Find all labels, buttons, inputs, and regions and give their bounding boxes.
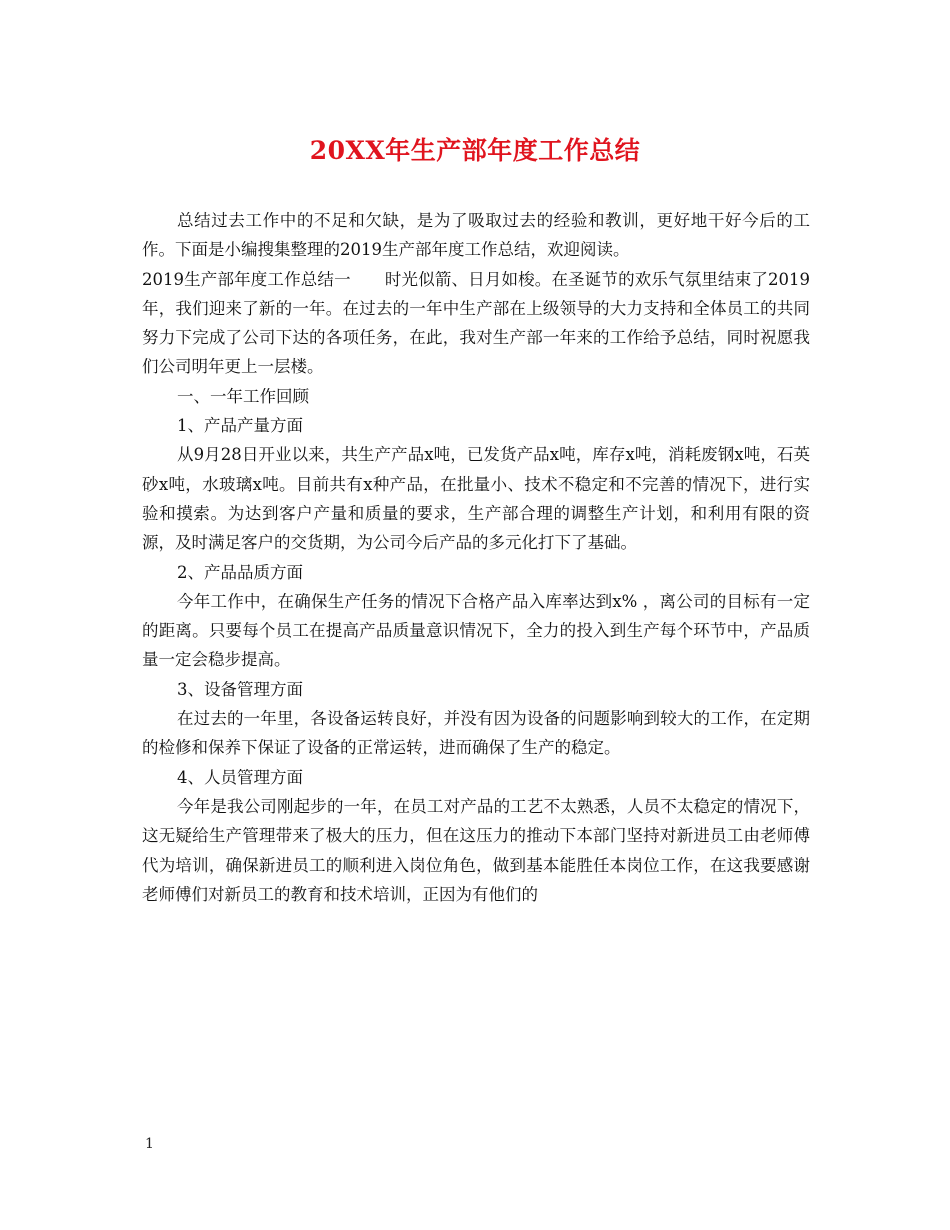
- subsection-heading-equipment: 3、设备管理方面: [177, 679, 303, 699]
- intro-paragraph: 总结过去工作中的不足和欠缺，是为了吸取过去的经验和教训，更好地干好今后的工作。下面是小编搜集整理的2019生产部年度工作总结，欢迎阅读。: [142, 211, 810, 260]
- subsection-heading-personnel: 4、人员管理方面: [177, 767, 303, 787]
- document-body: [142, 206, 810, 909]
- section-heading: 一、一年工作回顾: [177, 386, 309, 406]
- opening-paragraph: [142, 265, 810, 382]
- document-title: 20XX年生产部年度工作总结: [309, 136, 641, 165]
- subsection-heading-output: 1、产品产量方面: [177, 416, 303, 436]
- page-number: 1: [145, 1136, 154, 1152]
- subsection-text-personnel: 今年是我公司刚起步的一年，在员工对产品的工艺不太熟悉，人员不太稳定的情况下，这无疑给生产管理带来了极大的压力，但在这压力的推动下本部门坚持对新进员工由老师傅代为培训，确保新进员工的顺利进入岗位角色，做到基本能胜任本岗位工作，在这我要感谢老师傅们对新员工的教育和技术培训，正因为有他们的: [142, 796, 810, 904]
- subsection-heading-quality: 2、产品品质方面: [177, 562, 303, 582]
- opening-text: 时光似箭、日月如梭。在圣诞节的欢乐气氛里结束了2019年，我们迎来了新的一年。在过去的一年中生产部在上级领导的大力支持和全体员工的共同努力下完成了公司下达的各项任务，在此，我对生产部一年来的工作给予总结，同时祝愿我们公司明年更上一层楼。: [142, 269, 810, 377]
- subsection-text-quality: 今年工作中，在确保生产任务的情况下合格产品入库率达到x% ，离公司的目标有一定的距离。只要每个员工在提高产品质量意识情况下，全力的投入到生产每个环节中，产品质量一定会稳步提高。: [142, 591, 810, 670]
- subsection-text-equipment: 在过去的一年里，各设备运转良好，并没有因为设备的问题影响到较大的工作，在定期的检修和保养下保证了设备的正常运转，进而确保了生产的稳定。: [142, 709, 810, 758]
- part-label: 2019生产部年度工作总结一: [142, 269, 351, 289]
- subsection-text-output: 从9月28日开业以来，共生产产品x吨，已发货产品x吨，库存x吨，消耗废钢x吨，石英砂x吨，水玻璃x吨。目前共有x种产品，在批量小、技术不稳定和不完善的情况下，进行实验和摸索。为达到客户产量和质量的要求，生产部合理的调整生产计划，和利用有限的资源，及时满足客户的交货期，为公司今后产品的多元化打下了基础。: [142, 445, 810, 553]
